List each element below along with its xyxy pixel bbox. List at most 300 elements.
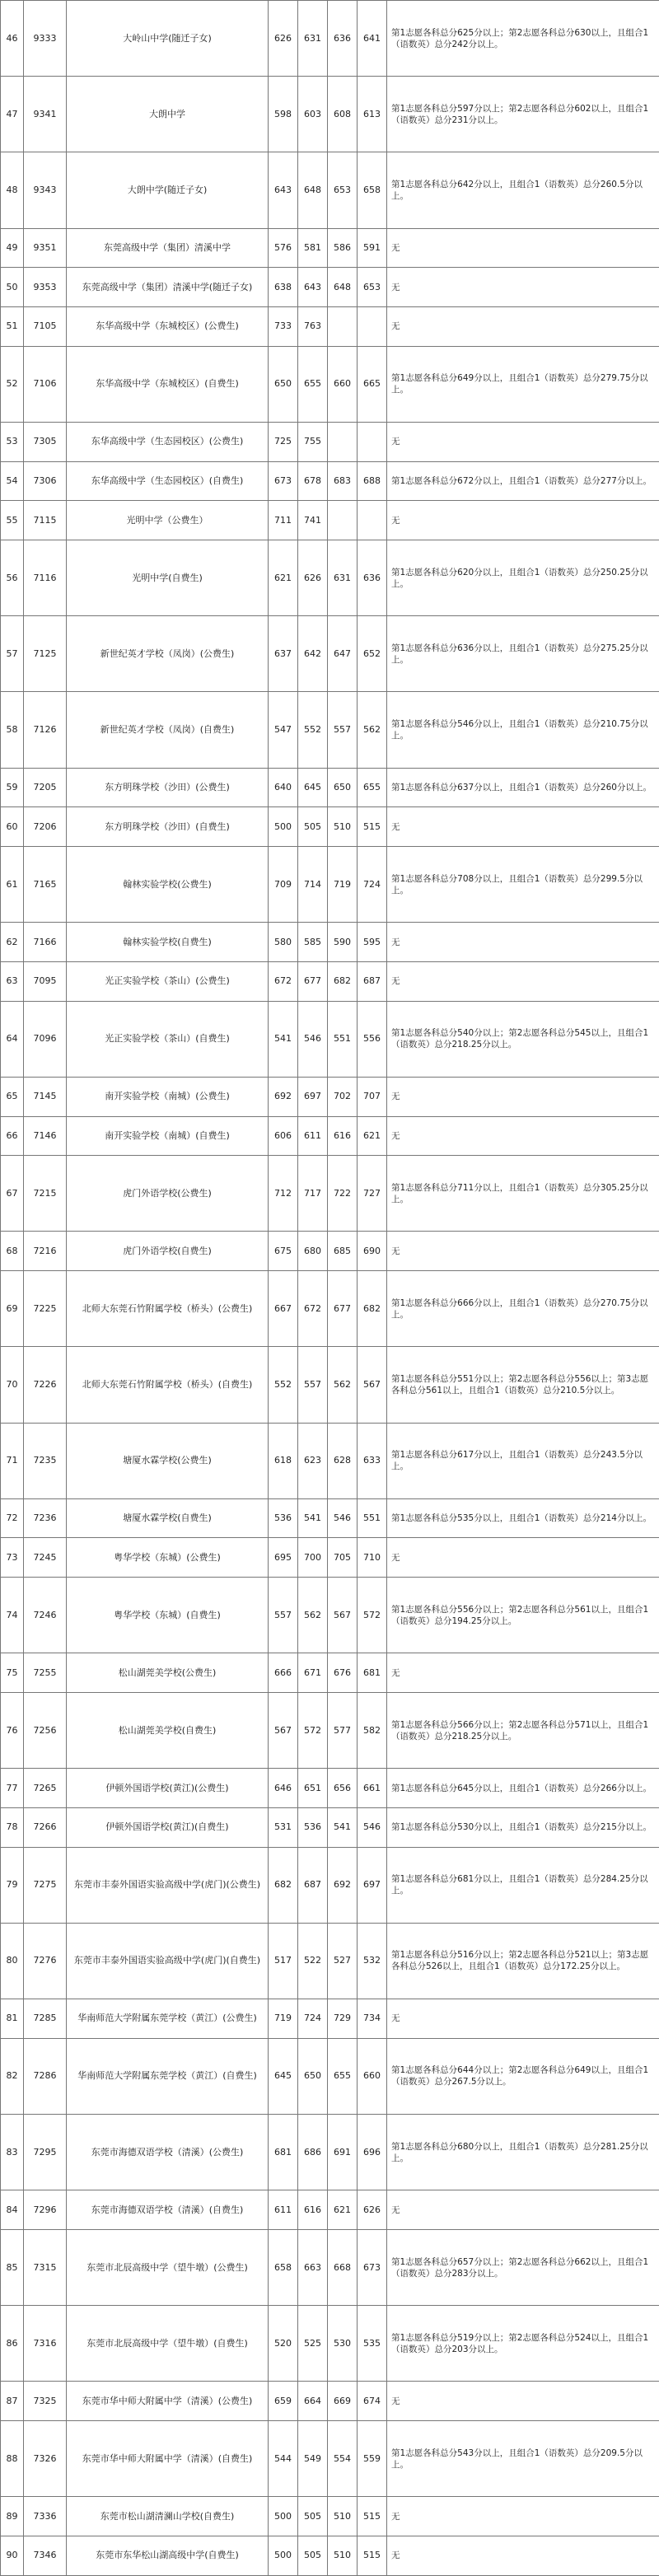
score-choice-4: 688 (358, 461, 387, 501)
school-code: 7226 (24, 1347, 67, 1423)
score-choice-1: 709 (269, 847, 298, 923)
row-number: 63 (1, 961, 24, 1001)
score-choice-3: 729 (328, 1999, 358, 2039)
row-number: 56 (1, 540, 24, 616)
score-choice-1: 695 (269, 1538, 298, 1578)
table-row (1, 268, 659, 307)
score-choice-3: 655 (328, 2038, 358, 2114)
admission-note: 无 (387, 1116, 659, 1156)
school-code: 7216 (24, 1232, 67, 1271)
school-name: 新世纪英才学校（凤岗）(公费生) (67, 616, 269, 692)
school-name: 粤华学校（东城）(公费生) (67, 1538, 269, 1578)
score-choice-2: 536 (298, 1807, 328, 1847)
school-code: 7265 (24, 1769, 67, 1808)
row-number: 74 (1, 1578, 24, 1653)
row-number: 46 (1, 1, 24, 77)
school-name: 大朗中学(随迁子女) (67, 152, 269, 228)
score-choice-2: 525 (298, 2306, 328, 2382)
score-choice-2: 686 (298, 2115, 328, 2190)
school-name: 新世纪英才学校（凤岗）(自费生) (67, 692, 269, 768)
score-choice-1: 611 (269, 2190, 298, 2230)
score-choice-1: 659 (269, 2382, 298, 2421)
score-choice-4: 595 (358, 923, 387, 962)
score-choice-2: 631 (298, 1, 328, 77)
score-choice-4 (358, 501, 387, 540)
school-code: 9353 (24, 268, 67, 307)
score-choice-3: 648 (328, 268, 358, 307)
score-choice-2: 724 (298, 1999, 328, 2039)
score-choice-2: 714 (298, 847, 328, 923)
school-code: 7276 (24, 1923, 67, 1999)
row-number: 66 (1, 1116, 24, 1156)
row-number: 71 (1, 1423, 24, 1498)
table-row (1, 307, 659, 347)
score-choice-3: 530 (328, 2306, 358, 2382)
score-choice-4: 655 (358, 768, 387, 807)
row-number: 52 (1, 346, 24, 422)
school-name: 东华高级中学（生态园校区）(自费生) (67, 461, 269, 501)
score-choice-2: 663 (298, 2229, 328, 2305)
school-code: 7245 (24, 1538, 67, 1578)
score-choice-3: 705 (328, 1538, 358, 1578)
score-choice-1: 536 (269, 1498, 298, 1538)
score-choice-3: 510 (328, 2536, 358, 2575)
score-choice-2: 763 (298, 307, 328, 347)
school-code: 7235 (24, 1423, 67, 1498)
score-choice-3: 551 (328, 1001, 358, 1077)
score-choice-1: 531 (269, 1807, 298, 1847)
score-choice-2: 549 (298, 2421, 328, 2497)
score-choice-2: 603 (298, 77, 328, 152)
score-choice-2: 623 (298, 1423, 328, 1498)
score-choice-3: 722 (328, 1156, 358, 1232)
score-choice-3: 682 (328, 961, 358, 1001)
admission-note: 无 (387, 1999, 659, 2039)
school-code: 7325 (24, 2382, 67, 2421)
score-choice-2: 572 (298, 1693, 328, 1769)
score-choice-1: 682 (269, 1847, 298, 1923)
score-choice-1: 675 (269, 1232, 298, 1271)
table-row (1, 2190, 659, 2230)
admission-note: 第1志愿各科总分597分以上；第2志愿各科总分602以上，且组合1（语数英）总分231分以上。 (387, 77, 659, 152)
score-choice-4 (358, 307, 387, 347)
score-choice-3: 719 (328, 847, 358, 923)
school-name: 南开实验学校（南城）(公费生) (67, 1077, 269, 1116)
table-row (1, 2115, 659, 2190)
score-choice-2: 671 (298, 1653, 328, 1693)
table-row (1, 923, 659, 962)
school-name: 东方明珠学校（沙田）(公费生) (67, 768, 269, 807)
score-choice-1: 725 (269, 422, 298, 461)
score-choice-4: 727 (358, 1156, 387, 1232)
score-choice-1: 645 (269, 2038, 298, 2114)
score-choice-1: 626 (269, 1, 298, 77)
admission-note: 第1志愿各科总分672分以上，且组合1（语数英）总分277分以上。 (387, 461, 659, 501)
admission-note: 无 (387, 2497, 659, 2536)
table-row (1, 2382, 659, 2421)
school-code: 7105 (24, 307, 67, 347)
score-choice-4: 621 (358, 1116, 387, 1156)
admission-note: 第1志愿各科总分546分以上，且组合1（语数英）总分210.75分以上。 (387, 692, 659, 768)
school-name: 东莞市东华松山湖高级中学(自费生) (67, 2536, 269, 2575)
score-choice-2: 642 (298, 616, 328, 692)
school-name: 华南师范大学附属东莞学校（黄江）(公费生) (67, 1999, 269, 2039)
score-choice-4: 535 (358, 2306, 387, 2382)
score-choice-3: 669 (328, 2382, 358, 2421)
admission-note: 第1志愿各科总分551分以上；第2志愿各科总分556以上；第3志愿各科总分561以上，且组合1（语数英）总分210.5分以上。 (387, 1347, 659, 1423)
school-code: 7275 (24, 1847, 67, 1923)
score-choice-1: 646 (269, 1769, 298, 1808)
score-choice-4: 707 (358, 1077, 387, 1116)
school-name: 北师大东莞石竹附属学校（桥头）(自费生) (67, 1347, 269, 1423)
row-number: 57 (1, 616, 24, 692)
score-choice-3: 577 (328, 1693, 358, 1769)
table-row (1, 1232, 659, 1271)
score-choice-3: 541 (328, 1807, 358, 1847)
row-number: 70 (1, 1347, 24, 1423)
row-number: 65 (1, 1077, 24, 1116)
school-code: 7095 (24, 961, 67, 1001)
school-name: 东华高级中学（东城校区）(自费生) (67, 346, 269, 422)
table-row (1, 1156, 659, 1232)
score-choice-2: 717 (298, 1156, 328, 1232)
row-number: 84 (1, 2190, 24, 2230)
school-code: 7295 (24, 2115, 67, 2190)
admission-note: 第1志愿各科总分708分以上，且组合1（语数英）总分299.5分以上。 (387, 847, 659, 923)
score-choice-4: 724 (358, 847, 387, 923)
table-row (1, 692, 659, 768)
school-code: 7266 (24, 1807, 67, 1847)
score-choice-3: 647 (328, 616, 358, 692)
row-number: 88 (1, 2421, 24, 2497)
row-number: 60 (1, 807, 24, 847)
score-choice-3: 527 (328, 1923, 358, 1999)
score-choice-1: 666 (269, 1653, 298, 1693)
school-code: 7305 (24, 422, 67, 461)
admission-note: 第1志愿各科总分556分以上；第2志愿各科总分561以上，且组合1（语数英）总分194.25分以上。 (387, 1578, 659, 1653)
school-code: 7126 (24, 692, 67, 768)
row-number: 54 (1, 461, 24, 501)
score-choice-4: 697 (358, 1847, 387, 1923)
school-code: 7286 (24, 2038, 67, 2114)
score-choice-1: 667 (269, 1271, 298, 1347)
table-row (1, 1538, 659, 1578)
score-choice-3 (328, 307, 358, 347)
admission-note: 第1志愿各科总分642分以上，且组合1（语数英）总分260.5分以上。 (387, 152, 659, 228)
score-choice-3 (328, 422, 358, 461)
score-choice-2: 581 (298, 228, 328, 268)
school-name: 光正实验学校（茶山）(自费生) (67, 1001, 269, 1077)
score-choice-1: 711 (269, 501, 298, 540)
admission-note: 第1志愿各科总分620分以上，且组合1（语数英）总分250.25分以上。 (387, 540, 659, 616)
score-choice-3: 510 (328, 807, 358, 847)
school-name: 塘厦水霖学校(公费生) (67, 1423, 269, 1498)
school-code: 7125 (24, 616, 67, 692)
admission-note: 无 (387, 422, 659, 461)
score-choice-4: 690 (358, 1232, 387, 1271)
table-row (1, 1999, 659, 2039)
table-row (1, 1653, 659, 1693)
score-choice-2: 664 (298, 2382, 328, 2421)
score-choice-2: 611 (298, 1116, 328, 1156)
table-row (1, 1769, 659, 1808)
admission-note: 第1志愿各科总分657分以上；第2志愿各科总分662以上，且组合1（语数英）总分283分以上。 (387, 2229, 659, 2305)
row-number: 47 (1, 77, 24, 152)
school-name: 大岭山中学(随迁子女) (67, 1, 269, 77)
score-choice-1: 621 (269, 540, 298, 616)
row-number: 68 (1, 1232, 24, 1271)
admission-note: 无 (387, 1232, 659, 1271)
row-number: 89 (1, 2497, 24, 2536)
score-choice-3: 557 (328, 692, 358, 768)
score-choice-2: 680 (298, 1232, 328, 1271)
table-row (1, 1077, 659, 1116)
admission-note: 第1志愿各科总分637分以上，且组合1（语数英）总分260分以上。 (387, 768, 659, 807)
school-code: 7336 (24, 2497, 67, 2536)
row-number: 90 (1, 2536, 24, 2575)
school-code: 9333 (24, 1, 67, 77)
score-choice-2: 672 (298, 1271, 328, 1347)
score-choice-4: 559 (358, 2421, 387, 2497)
school-code: 7145 (24, 1077, 67, 1116)
score-choice-4: 681 (358, 1653, 387, 1693)
table-row (1, 1271, 659, 1347)
school-name: 伊顿外国语学校(黄江)(公费生) (67, 1769, 269, 1808)
table-row (1, 422, 659, 461)
score-choice-4: 591 (358, 228, 387, 268)
row-number: 80 (1, 1923, 24, 1999)
school-code: 7315 (24, 2229, 67, 2305)
admission-note: 第1志愿各科总分625分以上；第2志愿各科总分630以上，且组合1（语数英）总分242分以上。 (387, 1, 659, 77)
score-choice-3: 660 (328, 346, 358, 422)
table-row (1, 1347, 659, 1423)
admission-note: 无 (387, 2536, 659, 2575)
admission-note: 第1志愿各科总分516分以上；第2志愿各科总分521以上；第3志愿各科总分526以上，且组合1（语数英）总分172.25分以上。 (387, 1923, 659, 1999)
score-choice-2: 755 (298, 422, 328, 461)
school-code: 7256 (24, 1693, 67, 1769)
school-name: 东莞市华中师大附属中学（清溪）(自费生) (67, 2421, 269, 2497)
admission-note: 第1志愿各科总分543分以上，且组合1（语数英）总分209.5分以上。 (387, 2421, 659, 2497)
score-choice-2: 687 (298, 1847, 328, 1923)
admission-note: 第1志愿各科总分519分以上；第2志愿各科总分524以上，且组合1（语数英）总分203分以上。 (387, 2306, 659, 2382)
score-choice-1: 637 (269, 616, 298, 692)
score-choice-4: 641 (358, 1, 387, 77)
score-choice-1: 672 (269, 961, 298, 1001)
admission-note: 第1志愿各科总分681分以上，且组合1（语数英）总分284.25分以上。 (387, 1847, 659, 1923)
score-choice-4: 532 (358, 1923, 387, 1999)
school-code: 7306 (24, 461, 67, 501)
score-choice-3: 656 (328, 1769, 358, 1808)
row-number: 85 (1, 2229, 24, 2305)
school-name: 东莞高级中学（集团）清溪中学 (67, 228, 269, 268)
school-code: 7166 (24, 923, 67, 962)
table-row (1, 2497, 659, 2536)
score-choice-1: 500 (269, 807, 298, 847)
table-body (1, 1, 659, 2576)
score-choice-1: 733 (269, 307, 298, 347)
admission-note: 第1志愿各科总分540分以上；第2志愿各科总分545以上，且组合1（语数英）总分218.25分以上。 (387, 1001, 659, 1077)
admission-note: 无 (387, 2190, 659, 2230)
score-choice-4 (358, 422, 387, 461)
school-code: 7165 (24, 847, 67, 923)
row-number: 64 (1, 1001, 24, 1077)
table-row (1, 616, 659, 692)
score-choice-2: 655 (298, 346, 328, 422)
score-choice-2: 697 (298, 1077, 328, 1116)
school-code: 7146 (24, 1116, 67, 1156)
score-choice-2: 562 (298, 1578, 328, 1653)
score-choice-1: 712 (269, 1156, 298, 1232)
score-choice-1: 638 (269, 268, 298, 307)
table-row (1, 152, 659, 228)
school-name: 光正实验学校（茶山）(公费生) (67, 961, 269, 1001)
admission-note: 无 (387, 2382, 659, 2421)
school-name: 光明中学（公费生） (67, 501, 269, 540)
row-number: 73 (1, 1538, 24, 1578)
school-name: 松山湖莞美学校(公费生) (67, 1653, 269, 1693)
admission-note: 第1志愿各科总分566分以上；第2志愿各科总分571以上，且组合1（语数英）总分218.25分以上。 (387, 1693, 659, 1769)
table-row (1, 847, 659, 923)
score-choice-3: 653 (328, 152, 358, 228)
row-number: 61 (1, 847, 24, 923)
row-number: 76 (1, 1693, 24, 1769)
row-number: 50 (1, 268, 24, 307)
school-code: 7296 (24, 2190, 67, 2230)
score-choice-4: 633 (358, 1423, 387, 1498)
score-choice-3: 586 (328, 228, 358, 268)
score-choice-4: 515 (358, 2536, 387, 2575)
score-choice-3: 616 (328, 1116, 358, 1156)
score-choice-3: 628 (328, 1423, 358, 1498)
school-code: 7326 (24, 2421, 67, 2497)
score-choice-2: 626 (298, 540, 328, 616)
row-number: 87 (1, 2382, 24, 2421)
row-number: 79 (1, 1847, 24, 1923)
row-number: 58 (1, 692, 24, 768)
row-number: 67 (1, 1156, 24, 1232)
admission-note: 第1志愿各科总分644分以上；第2志愿各科总分649以上，且组合1（语数英）总分267.5分以上。 (387, 2038, 659, 2114)
admission-note: 无 (387, 923, 659, 962)
school-name: 华南师范大学附属东莞学校（黄江）(自费生) (67, 2038, 269, 2114)
school-name: 东莞市北辰高级中学（望牛墩）(自费生) (67, 2306, 269, 2382)
admission-note: 第1志愿各科总分530分以上，且组合1（语数英）总分215分以上。 (387, 1807, 659, 1847)
score-choice-1: 557 (269, 1578, 298, 1653)
row-number: 53 (1, 422, 24, 461)
score-choice-1: 552 (269, 1347, 298, 1423)
score-choice-1: 500 (269, 2536, 298, 2575)
score-choice-2: 677 (298, 961, 328, 1001)
row-number: 86 (1, 2306, 24, 2382)
school-code: 7255 (24, 1653, 67, 1693)
school-code: 7246 (24, 1578, 67, 1653)
score-choice-3: 685 (328, 1232, 358, 1271)
score-choice-1: 719 (269, 1999, 298, 2039)
score-choice-2: 505 (298, 2536, 328, 2575)
school-name: 东莞市海德双语学校（清溪）(公费生) (67, 2115, 269, 2190)
school-code: 9351 (24, 228, 67, 268)
table-row (1, 1001, 659, 1077)
score-choice-3: 692 (328, 1847, 358, 1923)
score-choice-4: 673 (358, 2229, 387, 2305)
admission-note: 第1志愿各科总分645分以上，且组合1（语数英）总分266分以上。 (387, 1769, 659, 1808)
score-choice-4: 515 (358, 2497, 387, 2536)
school-name: 南开实验学校（南城）(自费生) (67, 1116, 269, 1156)
score-choice-1: 547 (269, 692, 298, 768)
score-choice-3: 554 (328, 2421, 358, 2497)
row-number: 59 (1, 768, 24, 807)
score-choice-3: 636 (328, 1, 358, 77)
score-choice-1: 606 (269, 1116, 298, 1156)
row-number: 51 (1, 307, 24, 347)
admission-note: 第1志愿各科总分680分以上，且组合1（语数英）总分281.25分以上。 (387, 2115, 659, 2190)
score-choice-4: 652 (358, 616, 387, 692)
school-code: 7096 (24, 1001, 67, 1077)
table-row (1, 1847, 659, 1923)
admission-note: 无 (387, 1653, 659, 1693)
admission-note: 无 (387, 1077, 659, 1116)
score-choice-4: 551 (358, 1498, 387, 1538)
score-choice-4: 660 (358, 2038, 387, 2114)
score-choice-1: 580 (269, 923, 298, 962)
row-number: 62 (1, 923, 24, 962)
row-number: 77 (1, 1769, 24, 1808)
score-choice-3: 510 (328, 2497, 358, 2536)
school-name: 翰林实验学校(公费生) (67, 847, 269, 923)
score-choice-3 (328, 501, 358, 540)
school-name: 东莞市松山湖清澜山学校(自费生) (67, 2497, 269, 2536)
school-code: 7316 (24, 2306, 67, 2382)
score-choice-3: 702 (328, 1077, 358, 1116)
score-choice-4: 546 (358, 1807, 387, 1847)
admission-note: 第1志愿各科总分666分以上，且组合1（语数英）总分270.75分以上。 (387, 1271, 659, 1347)
score-choice-2: 522 (298, 1923, 328, 1999)
admission-note: 无 (387, 807, 659, 847)
table-row (1, 1578, 659, 1653)
score-choice-4: 696 (358, 2115, 387, 2190)
table-row (1, 1807, 659, 1847)
school-code: 7236 (24, 1498, 67, 1538)
table-row (1, 768, 659, 807)
admission-note: 第1志愿各科总分617分以上，且组合1（语数英）总分243.5分以上。 (387, 1423, 659, 1498)
table-row (1, 461, 659, 501)
score-choice-4: 515 (358, 807, 387, 847)
school-code: 7225 (24, 1271, 67, 1347)
score-choice-4: 567 (358, 1347, 387, 1423)
school-name: 东莞市海德双语学校（清溪）(自费生) (67, 2190, 269, 2230)
score-choice-2: 741 (298, 501, 328, 540)
table-row (1, 540, 659, 616)
score-choice-2: 650 (298, 2038, 328, 2114)
table-row (1, 1116, 659, 1156)
score-choice-2: 541 (298, 1498, 328, 1538)
school-name: 光明中学(自费生) (67, 540, 269, 616)
score-choice-4: 582 (358, 1693, 387, 1769)
score-choice-1: 520 (269, 2306, 298, 2382)
school-name: 东莞市华中师大附属中学（清溪）(公费生) (67, 2382, 269, 2421)
score-choice-1: 643 (269, 152, 298, 228)
score-choice-4: 665 (358, 346, 387, 422)
admission-note: 第1志愿各科总分711分以上，且组合1（语数英）总分305.25分以上。 (387, 1156, 659, 1232)
score-choice-3: 650 (328, 768, 358, 807)
table-row (1, 501, 659, 540)
admission-note: 无 (387, 961, 659, 1001)
score-choice-3: 562 (328, 1347, 358, 1423)
school-name: 东方明珠学校（沙田）(自费生) (67, 807, 269, 847)
school-code: 7115 (24, 501, 67, 540)
table-row (1, 346, 659, 422)
score-choice-3: 608 (328, 77, 358, 152)
score-choice-1: 541 (269, 1001, 298, 1077)
